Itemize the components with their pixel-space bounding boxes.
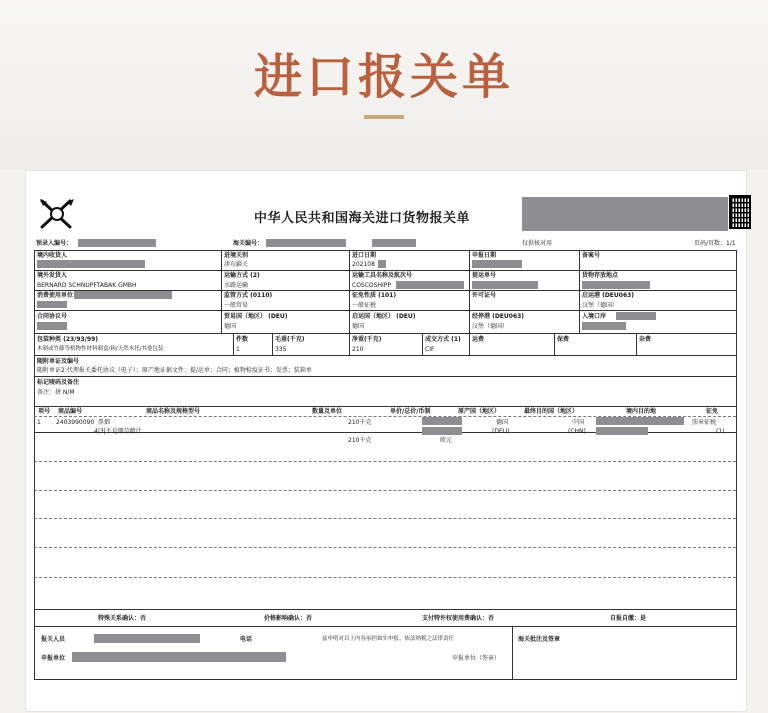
entry-customs-label: 进境关别 bbox=[224, 252, 249, 259]
rule bbox=[34, 406, 737, 407]
customs-note-label: 海关批注及签章 bbox=[518, 636, 561, 643]
redacted-declare-date bbox=[472, 260, 522, 268]
redacted-entry-port-2 bbox=[582, 322, 626, 330]
statement: 兹申明对以上内容承担如实申报、依法纳税之法律责任 bbox=[322, 636, 455, 642]
origin-country-value: 德国 bbox=[352, 323, 365, 330]
redacted-bill bbox=[472, 281, 538, 289]
rule bbox=[554, 333, 555, 355]
pack-label: 包装种类 (23/93/99) bbox=[37, 336, 99, 343]
rule bbox=[34, 490, 736, 491]
redacted-unit bbox=[72, 652, 286, 662]
goods-dest: 中国 bbox=[572, 419, 585, 426]
goods-qty-1: 210千克 bbox=[348, 419, 372, 426]
pack-value: 木制或竹藤等植物性材料制盒/箱/天然木托/其他包装 bbox=[37, 346, 164, 352]
goods-header-code: 商品编号 bbox=[58, 408, 83, 415]
goods-header-qty: 数量及单位 bbox=[312, 408, 343, 415]
contract-label: 合同协议号 bbox=[37, 313, 68, 320]
supervision-label: 监管方式 (0110) bbox=[224, 292, 273, 299]
redacted-domestic-2 bbox=[596, 427, 648, 435]
rule bbox=[512, 626, 513, 679]
origin-country-label: 启运国（地区） (DEU) bbox=[352, 313, 416, 320]
pre-entry-label: 预录入编号： bbox=[36, 240, 73, 247]
form-title: 中华人民共和国海关进口货物报关单 bbox=[254, 211, 471, 226]
redacted-declarer bbox=[94, 634, 200, 643]
redacted-barcode bbox=[522, 197, 728, 231]
depart-port-value: 汉堡（德国） bbox=[582, 302, 619, 309]
transport-mode-value: 水路运输 bbox=[224, 282, 249, 289]
transport-mode-label: 运输方式 (2) bbox=[224, 272, 260, 279]
customs-declaration-form bbox=[25, 170, 747, 712]
goods-header-name: 商品名称及规格型号 bbox=[146, 408, 201, 415]
insurance-label: 保费 bbox=[557, 336, 570, 343]
goods-origin: 德国 bbox=[496, 419, 509, 426]
gross-label: 毛重(千克) bbox=[275, 336, 305, 343]
rule bbox=[34, 250, 737, 251]
marks-value: 备注：拼 N/M bbox=[37, 389, 75, 396]
goods-header-domestic: 境内目的地 bbox=[626, 408, 657, 415]
title-divider bbox=[364, 115, 404, 119]
rule bbox=[34, 270, 737, 271]
rule bbox=[349, 250, 350, 333]
redacted-import-date bbox=[378, 260, 386, 268]
pieces-value: 1 bbox=[236, 346, 240, 353]
terms-label: 成交方式 (1) bbox=[425, 336, 461, 343]
rule bbox=[422, 333, 423, 355]
rule bbox=[34, 577, 736, 578]
redacted-vessel bbox=[396, 281, 464, 289]
customs-no-label: 海关编号： bbox=[233, 240, 264, 247]
rule bbox=[34, 547, 736, 548]
goods-dest-code: (CHN) bbox=[568, 428, 586, 435]
rule bbox=[34, 518, 736, 519]
rule bbox=[469, 333, 470, 355]
rule bbox=[272, 333, 273, 355]
rule bbox=[34, 679, 737, 680]
rule bbox=[34, 333, 737, 334]
tax-label: 征免性质 (101) bbox=[352, 292, 397, 299]
rule bbox=[349, 333, 350, 355]
transit-port-label: 经停港 (DEU063) bbox=[472, 313, 525, 320]
redacted-unit-price bbox=[422, 417, 462, 425]
bill-label: 提运单号 bbox=[472, 272, 497, 279]
confirm-price-impact: 价格影响确认：否 bbox=[264, 615, 313, 622]
redacted-pre-entry bbox=[78, 239, 156, 247]
trade-country-value: 德国 bbox=[224, 323, 237, 330]
declarer-label: 报关人员 bbox=[41, 636, 66, 643]
import-date-value: 202108 bbox=[352, 261, 375, 268]
phone-label: 电话 bbox=[240, 636, 253, 643]
goods-levy: 照章征税 bbox=[692, 419, 717, 426]
depart-port-label: 启运港 (DEU063) bbox=[582, 292, 635, 299]
qr-code-icon bbox=[731, 197, 749, 227]
entry-customs-value: 津东疆关 bbox=[224, 261, 249, 268]
goods-origin-code: (DEU) bbox=[492, 428, 510, 435]
consumer-label: 消费使用单位 bbox=[37, 292, 74, 299]
redacted-storage bbox=[582, 281, 650, 289]
gross-value: 335 bbox=[275, 346, 287, 353]
confirm-self-pay: 自报自缴：是 bbox=[610, 615, 647, 622]
goods-header-levy: 征免 bbox=[706, 408, 719, 415]
confirm-special: 特殊关系确认：否 bbox=[98, 615, 147, 622]
page-info: 页码/页数：1/1 bbox=[694, 240, 736, 247]
marks-label: 标记唛码及备注 bbox=[37, 379, 80, 386]
net-label: 净重(千克) bbox=[352, 336, 382, 343]
redacted-consumer bbox=[74, 291, 172, 299]
rule bbox=[469, 250, 470, 333]
redacted-consignee bbox=[37, 260, 145, 268]
rule bbox=[636, 333, 637, 355]
rule bbox=[34, 250, 35, 680]
page-title: 进口报关单 bbox=[253, 49, 514, 105]
shipper-value: BERNARD SCHNUPFTABAK GMBH bbox=[37, 282, 137, 289]
tax-value: 一般征税 bbox=[352, 302, 377, 309]
goods-header-item: 项号 bbox=[38, 408, 51, 415]
goods-name: 鼻烟 bbox=[98, 419, 111, 426]
rule bbox=[34, 355, 737, 356]
confirm-royalty: 支付特许权使用费确认：否 bbox=[422, 615, 495, 622]
rule bbox=[233, 333, 234, 355]
shipper-label: 境外发货人 bbox=[37, 272, 68, 279]
goods-spec: 4|3|不是烟草精汁 bbox=[94, 428, 142, 435]
redacted-customs-no bbox=[266, 239, 346, 247]
unit-label: 申报单位 bbox=[41, 655, 66, 662]
vessel-label: 运输工具名称及航次号 bbox=[352, 272, 413, 279]
rule bbox=[579, 250, 580, 333]
record-no-label: 备案号 bbox=[582, 252, 601, 259]
net-value: 210 bbox=[352, 346, 364, 353]
redacted-total-price bbox=[422, 427, 462, 435]
rule bbox=[34, 310, 737, 311]
rule bbox=[34, 626, 737, 627]
goods-code: 2403990090 bbox=[56, 419, 95, 426]
rule bbox=[736, 250, 737, 680]
redacted-entry-port bbox=[616, 312, 656, 320]
storage-label: 货物存放地点 bbox=[582, 272, 619, 279]
pieces-label: 件数 bbox=[236, 336, 249, 343]
goods-qty-2: 210千克 bbox=[348, 437, 372, 444]
import-date-label: 进口日期 bbox=[352, 252, 377, 259]
docs-value: 随附单证2:代理报关委托协议（电子）；原产地证据文件；提/运单；合同；植物检疫证书；发票；装箱单 bbox=[37, 367, 312, 374]
rule bbox=[34, 461, 736, 462]
misc-label: 杂费 bbox=[639, 336, 652, 343]
entry-port-label: 入境口岸 bbox=[582, 313, 607, 320]
trade-country-label: 贸易国（地区） (DEU) bbox=[224, 313, 288, 320]
redacted-consumer-2 bbox=[37, 301, 67, 308]
supervision-value: 一般贸易 bbox=[224, 302, 249, 309]
goods-header-origin: 原产国（地区） bbox=[458, 408, 501, 415]
terms-value: CIF bbox=[425, 346, 435, 353]
redacted-domestic bbox=[596, 417, 684, 425]
declare-date-label: 申报日期 bbox=[472, 252, 497, 259]
vessel-value: COSCOSHIPP bbox=[352, 282, 391, 289]
unit-seal-label: 申报单位（签章） bbox=[452, 655, 501, 662]
goods-header-price: 单价/总价/币制 bbox=[390, 408, 431, 415]
docs-label: 随附单证及编号 bbox=[37, 358, 80, 365]
freight-label: 运费 bbox=[472, 336, 485, 343]
rule bbox=[221, 250, 222, 333]
goods-currency: 欧元 bbox=[440, 437, 453, 444]
goods-header-dest: 最终目的国（地区） bbox=[524, 408, 579, 415]
rule bbox=[34, 376, 737, 377]
redacted-customs-no-2 bbox=[372, 239, 416, 247]
preview-note: 仅供核对用 bbox=[522, 240, 553, 247]
rule bbox=[34, 609, 737, 610]
consignee-label: 境内收货人 bbox=[37, 252, 68, 259]
transit-port-value: 汉堡（德国） bbox=[472, 323, 509, 330]
customs-emblem-icon bbox=[38, 197, 76, 231]
license-label: 许可证号 bbox=[472, 292, 497, 299]
redacted-contract bbox=[37, 322, 67, 330]
goods-levy-code: (1) bbox=[716, 428, 725, 435]
goods-item: 1 bbox=[37, 419, 41, 426]
